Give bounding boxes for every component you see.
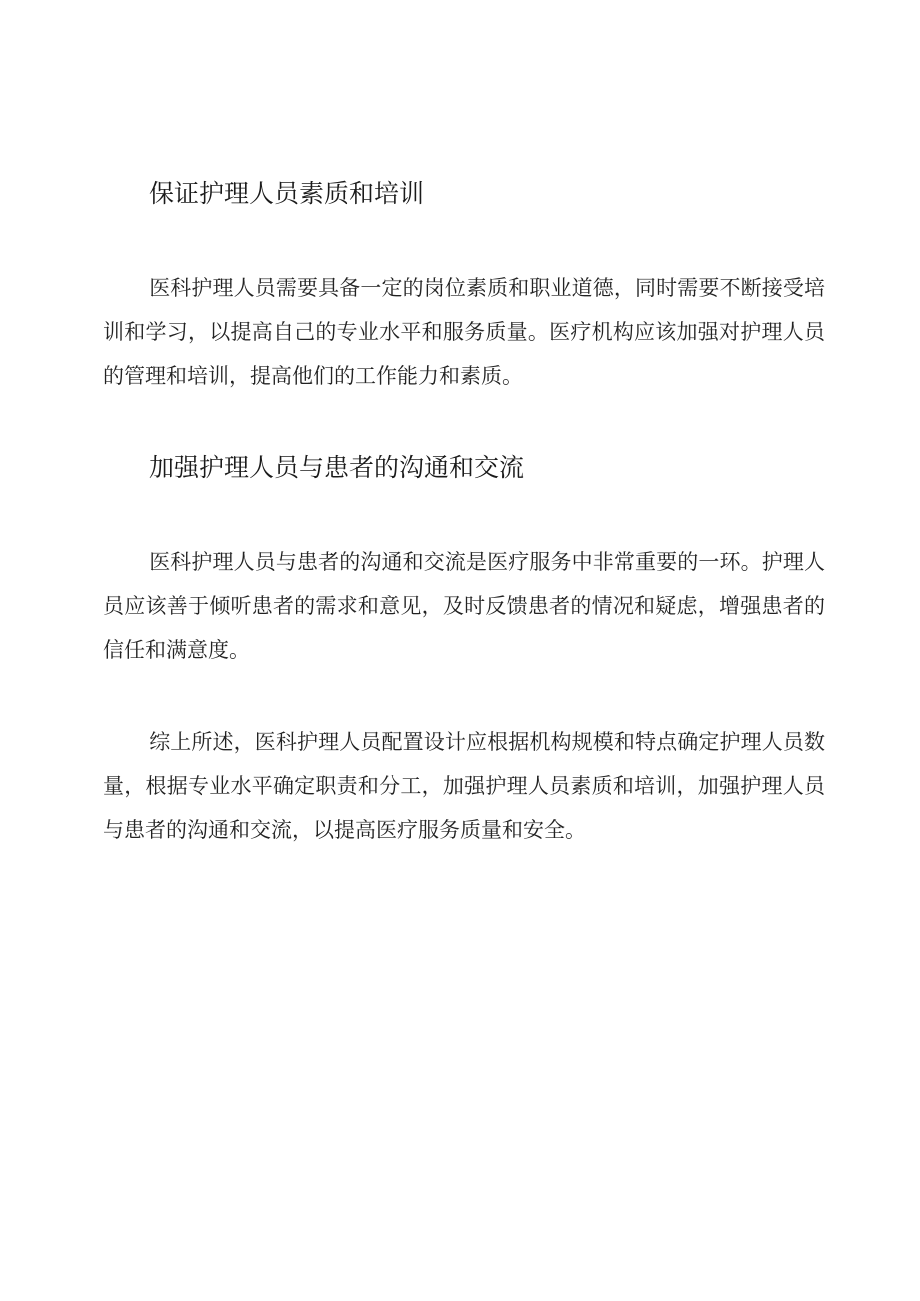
document-body — [103, 172, 825, 852]
conclusion-paragraph: 综上所述，医科护理人员配置设计应根据机构规模和特点确定护理人员数量，根据专业水平确定职责和分工，加强护理人员素质和培训，加强护理人员与患者的沟通和交流，以提高医疗服务质量和安全。 — [103, 730, 825, 842]
section-heading-training: 保证护理人员素质和培训 — [149, 179, 425, 208]
section-heading-communication: 加强护理人员与患者的沟通和交流 — [149, 453, 525, 482]
section-paragraph-training: 医科护理人员需要具备一定的岗位素质和职业道德，同时需要不断接受培训和学习，以提高自己的专业水平和服务质量。医疗机构应该加强对护理人员的管理和培训，提高他们的工作能力和素质。 — [103, 276, 825, 388]
section-paragraph-communication: 医科护理人员与患者的沟通和交流是医疗服务中非常重要的一环。护理人员应该善于倾听患者的需求和意见，及时反馈患者的情况和疑虑，增强患者的信任和满意度。 — [103, 550, 825, 662]
